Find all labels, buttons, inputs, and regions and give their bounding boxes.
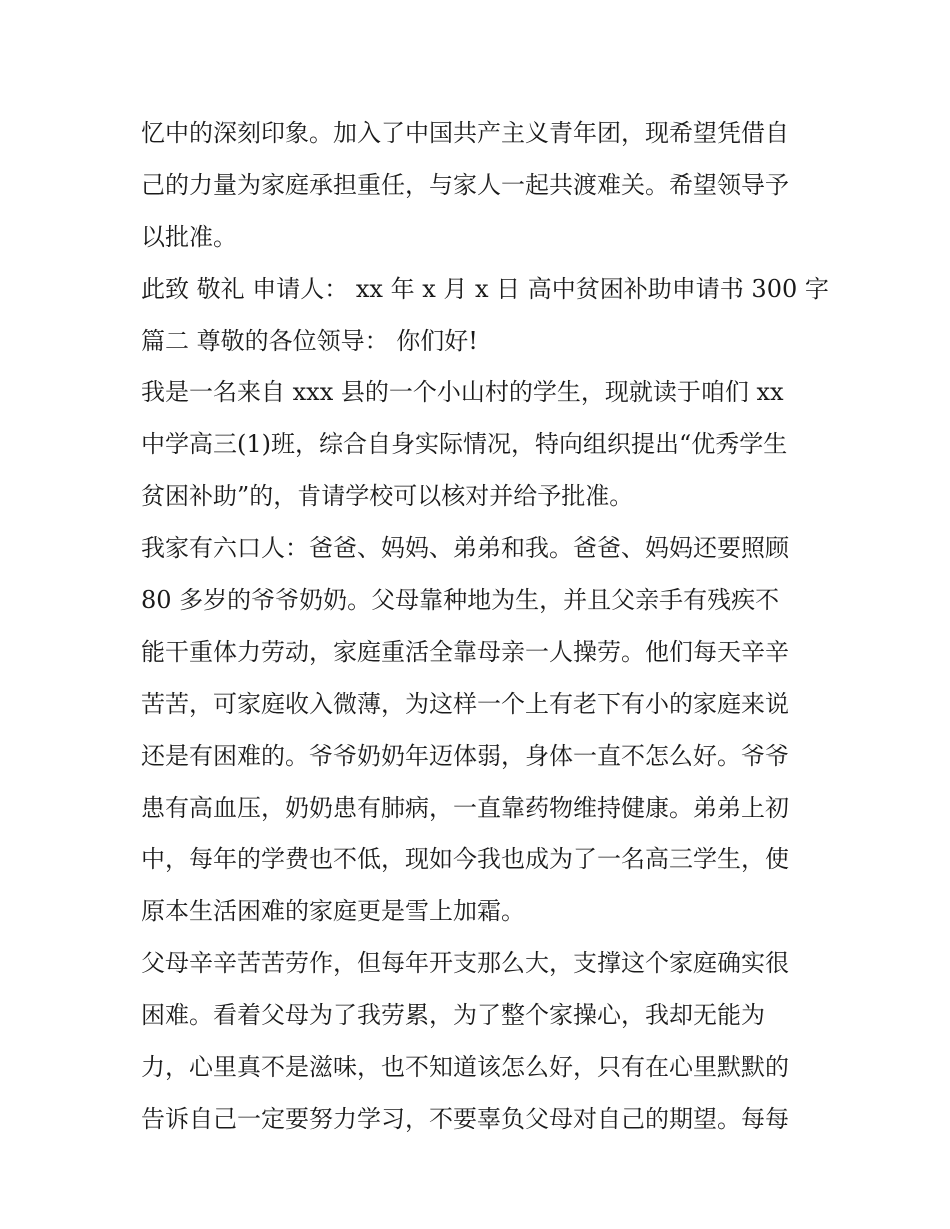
text-line: 父母辛辛苦苦劳作，但每年开支那么大，支撑这个家庭确实很 <box>141 949 789 978</box>
text-line: 患有高血压，奶奶患有肺病，一直靠药物维持健康。弟弟上初 <box>141 793 789 822</box>
body-text <box>141 108 829 1146</box>
text-line: 能干重体力劳动，家庭重活全靠母亲一人操劳。他们每天辛辛 <box>141 637 789 666</box>
text-line: 还是有困难的。爷爷奶奶年迈体弱，身体一直不怎么好。爷爷 <box>141 741 789 770</box>
text-line: 力，心里真不是滋味，也不知道该怎么好，只有在心里默默的 <box>141 1053 789 1082</box>
text-line: 中学高三(1)班，综合自身实际情况，特向组织提出“优秀学生 <box>141 430 788 459</box>
text-line: 我是一名来自 xxx 县的一个小山村的学生，现就读于咱们 xx <box>141 378 784 407</box>
text-line: 忆中的深刻印象。加入了中国共产主义青年团，现希望凭借自 <box>141 119 789 147</box>
text-line: 篇二 尊敬的各位领导： 你们好! <box>141 326 478 355</box>
text-line: 中，每年的学费也不低，现如今我也成为了一名高三学生，使 <box>141 845 789 874</box>
text-line: 苦苦，可家庭收入微薄，为这样一个上有老下有小的家庭来说 <box>141 689 789 718</box>
text-line: 原本生活困难的家庭更是雪上加霜。 <box>141 897 525 926</box>
text-line: 以批准。 <box>141 222 237 251</box>
text-line: 我家有六口人：爸爸、妈妈、弟弟和我。爸爸、妈妈还要照顾 <box>141 534 789 563</box>
text-line: 困难。看着父母为了我劳累，为了整个家操心，我却无能为 <box>141 1001 765 1030</box>
text-line: 80 多岁的爷爷奶奶。父母靠种地为生，并且父亲手有残疾不 <box>141 586 780 615</box>
text-line: 告诉自己一定要努力学习，不要辜负父母对自己的期望。每每 <box>141 1104 789 1133</box>
text-line: 己的力量为家庭承担重任，与家人一起共渡难关。希望领导予 <box>141 170 789 199</box>
text-line: 贫困补助”的，肯请学校可以核对并给予批准。 <box>141 482 634 511</box>
text-line: 此致 敬礼 申请人： xx 年 x 月 x 日 高中贫困补助申请书 300 字 <box>141 274 829 303</box>
